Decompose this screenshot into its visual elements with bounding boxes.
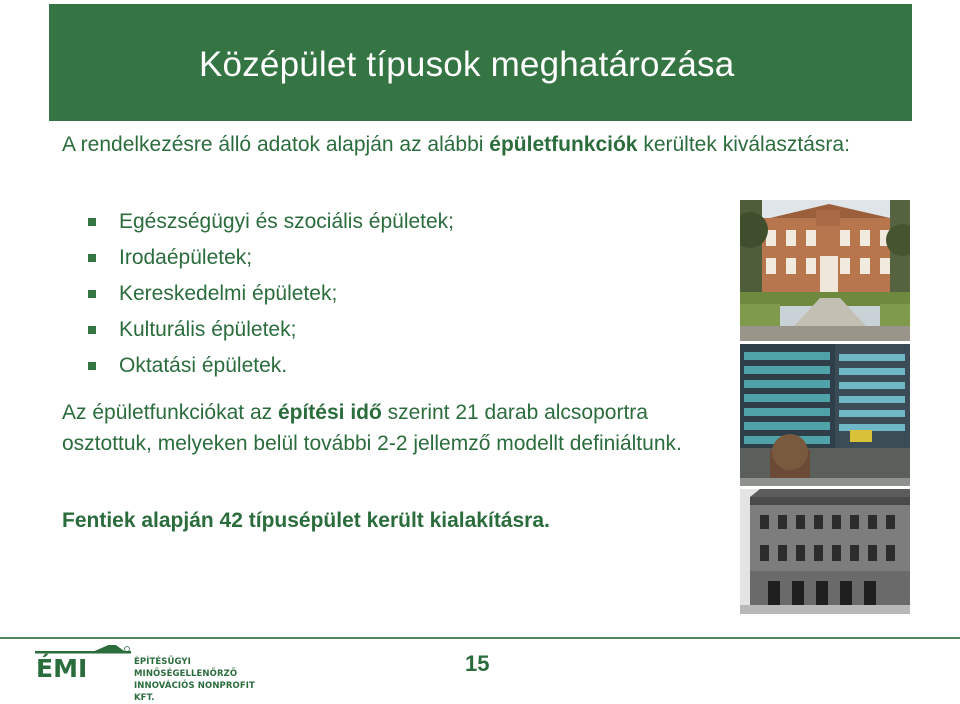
list-item-label: Irodaépületek; (119, 246, 253, 269)
emi-logo-text (134, 656, 275, 704)
list-item (88, 240, 454, 276)
bullet-square-icon (88, 218, 96, 226)
intro-text-part: A rendelkezésre álló adatok alapján az alábbi (62, 133, 490, 156)
bullet-square-icon (88, 254, 96, 262)
list-item (88, 312, 454, 348)
bullet-square-icon (88, 290, 96, 298)
svg-text:ÉMI: ÉMI (36, 654, 88, 679)
hospital-building-photo (740, 200, 910, 341)
footer-divider (0, 637, 960, 639)
paragraph-text-part: Az épületfunkciókat az (62, 401, 278, 424)
conclusion-text: Fentiek alapján 42 típusépület került kialakításra. (62, 509, 550, 532)
emi-logo-icon (35, 645, 131, 679)
slide-title: Középület típusok meghatározása (199, 45, 735, 84)
list-item-label: Egészségügyi és szociális épületek; (119, 210, 455, 233)
list-item-label: Kereskedelmi épületek; (119, 282, 338, 305)
list-item-label: Kulturális épületek; (119, 318, 297, 341)
intro-text (62, 129, 882, 160)
intro-text-part: kerültek kiválasztásra: (637, 133, 850, 156)
office-building-photo (740, 344, 910, 486)
list-item (88, 276, 454, 312)
bullet-square-icon (88, 326, 96, 334)
paragraph-text-part: szerint 21 darab alcsoportra osztottuk, melyeken belül további 2-2 jellemző modellt definiáltunk. (62, 401, 682, 455)
title-bar (49, 4, 912, 121)
logo-line: INNOVÁCIÓS NONPROFIT KFT. (134, 681, 255, 703)
list-item (88, 204, 454, 240)
emi-logo (35, 645, 275, 703)
building-function-list (88, 204, 454, 384)
classification-paragraph (62, 397, 722, 459)
list-item (88, 348, 454, 384)
school-building-photo (740, 489, 910, 614)
intro-bold-term: épületfunkciók (489, 133, 638, 156)
list-item-label: Oktatási épületek. (119, 354, 288, 377)
logo-line: ÉPÍTÉSÜGYI MINŐSÉGELLENŐRZŐ (134, 657, 238, 679)
page-number: 15 (465, 651, 490, 676)
paragraph-bold-term: építési idő (277, 401, 382, 424)
bullet-square-icon (88, 362, 96, 370)
